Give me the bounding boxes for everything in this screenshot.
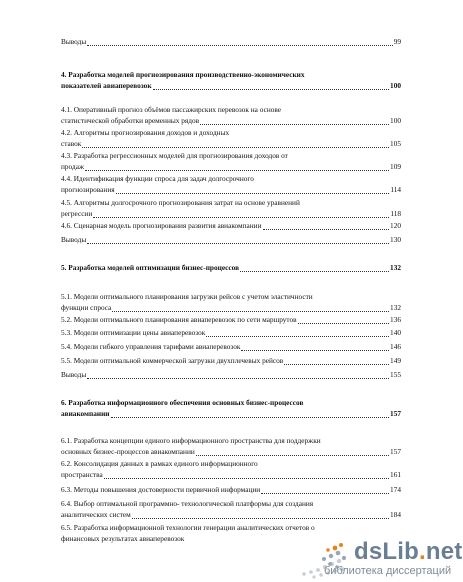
- toc-entry-title-line1: 4.5. Алгоритмы долгосрочного прогнозирования затрат на основе уравнений: [61, 198, 300, 207]
- toc-page-number: 157: [390, 446, 401, 456]
- toc-page-number: 136: [390, 315, 401, 324]
- toc-entry: [61, 315, 401, 326]
- toc-entry-title-line2: авиакомпании: [61, 408, 110, 418]
- toc-entry: [61, 436, 401, 458]
- toc-entry-title: 6.3. Методы повышения достоверности первичной информации: [61, 485, 261, 494]
- toc-entry-title-line2: аналитических систем: [61, 509, 131, 519]
- toc-page-number: 100: [390, 80, 401, 90]
- toc-entry-title: 5.3. Модели оптимизации цены авиаперевозок: [61, 328, 206, 337]
- toc-entry-title-line1: 6. Разработка информационного обеспечения основных бизнес-процессов: [61, 398, 304, 407]
- toc-entry: [61, 235, 401, 246]
- toc-entry-title-line2: регрессии: [61, 208, 93, 218]
- toc-entry: [61, 221, 401, 232]
- leader-dots: [104, 478, 389, 479]
- watermark-tagline: библиотека диссертаций: [324, 565, 452, 577]
- brand-suffix: net: [425, 538, 463, 565]
- leader-dots: [116, 193, 390, 194]
- toc-entry-title-line1: 4.3. Разработка регрессионных моделей для прогнозирования доходов от: [61, 151, 288, 160]
- dslib-watermark: [264, 534, 463, 580]
- toc-entry-title-line1: 4.4. Идентификация функции спроса для задач долгосрочного: [61, 174, 254, 183]
- toc-page-number: 132: [390, 302, 401, 312]
- leader-dots: [87, 378, 389, 379]
- toc-entry: [61, 342, 401, 353]
- toc-entry-title: 5.2. Модели оптимального планирования авиаперевозок по сети маршрутов: [61, 315, 297, 324]
- leader-dots: [93, 217, 389, 218]
- leader-dots: [87, 45, 392, 46]
- toc-page-number: 174: [390, 485, 401, 494]
- toc-entry-title-line2: ставок: [61, 138, 82, 148]
- brand-prefix: ds: [354, 538, 383, 565]
- toc-entry-title: Выводы: [61, 370, 87, 379]
- toc-entry: [61, 174, 401, 196]
- toc-page-number: 184: [390, 509, 401, 519]
- toc-entry-title-line1: 6.4. Выбор оптимальной программно- технологической платформы для создания: [61, 499, 314, 508]
- toc-entry-title: 4.6. Сценарная модель прогнозирования развития авиакомпании: [61, 221, 262, 230]
- toc-entry: [61, 128, 401, 150]
- toc-entry-title-line2: показателей авиаперевозок: [61, 80, 152, 90]
- toc-page-number: 109: [390, 161, 401, 171]
- toc-entry-title-line1: 4.2. Алгоритмы прогнозирования доходов и доходных: [61, 128, 230, 137]
- toc-entry-title-line2: финансовых результатах авиаперевозок: [61, 533, 185, 543]
- toc-entry: [61, 151, 401, 173]
- toc-entry: [61, 485, 401, 496]
- toc-page-number: 99: [393, 37, 401, 46]
- toc-entry: [61, 499, 401, 521]
- leader-dots: [241, 350, 389, 351]
- toc-entry-title-line2: функции спроса: [61, 302, 112, 312]
- toc-page-number: 146: [390, 342, 401, 351]
- toc-page-number: 100: [390, 115, 401, 125]
- toc-entry: [61, 328, 401, 339]
- toc-entry-title: Выводы: [61, 37, 87, 46]
- toc-page-number: 149: [390, 356, 401, 365]
- leader-dots: [200, 124, 389, 125]
- toc-page-number: 161: [390, 469, 401, 479]
- toc-entry: [61, 292, 401, 314]
- toc-entry-title-line1: 6.5. Разработка информационной технологии генерации аналитических отчетов о: [61, 523, 315, 532]
- toc-entry: [61, 105, 401, 127]
- toc-entry-title-line2: статистической обработки временных рядов: [61, 115, 200, 125]
- toc-page-number: 155: [390, 370, 401, 379]
- toc-entry-title-line1: 6.2. Консолидация данных в рамках единого информационного: [61, 459, 258, 468]
- leader-dots: [263, 229, 390, 230]
- toc-entry: [61, 356, 401, 367]
- leader-dots: [261, 493, 389, 494]
- leader-dots: [87, 243, 389, 244]
- leader-dots: [206, 336, 389, 337]
- watermark-brand: [354, 538, 463, 566]
- leader-dots: [132, 518, 389, 519]
- toc-page-number: 132: [390, 263, 401, 272]
- toc-entry-title-line1: 4. Разработка моделей прогнозирования производственно-экономических: [61, 70, 305, 79]
- toc-entry-title-line2: основных бизнес-процессов авиакомпании: [61, 446, 195, 456]
- toc-entry-title: 5. Разработка моделей оптимизации бизнес-процессов: [61, 263, 240, 272]
- toc-entry: [61, 198, 401, 220]
- toc-page-number: 120: [390, 221, 401, 230]
- leader-dots: [298, 323, 389, 324]
- toc-entry: [61, 459, 401, 481]
- toc-entry-title-line2: пространства: [61, 469, 103, 479]
- toc-entry-title-line1: 6.1. Разработка концепции единого информационного пространства для поддержки: [61, 436, 321, 445]
- toc-entry-title-line2: прогнозирования: [61, 184, 115, 194]
- toc-entry-title: 5.4. Модели гибкого управления тарифами авиаперевозок: [61, 342, 241, 351]
- toc-chapter-heading: [61, 263, 401, 274]
- toc-entry-title: Выводы: [61, 235, 87, 244]
- toc-entry: [61, 370, 401, 381]
- leader-dots: [153, 89, 390, 90]
- leader-dots: [112, 311, 389, 312]
- leader-dots: [85, 170, 389, 171]
- toc-entry-title-line2: продаж: [61, 161, 84, 171]
- brand-mid: Lib: [382, 538, 420, 565]
- toc-entry: [61, 37, 401, 48]
- leader-dots: [240, 271, 389, 272]
- toc-page-number: 130: [390, 235, 401, 244]
- toc-entry-title-line1: 4.1. Оперативный прогноз объёмов пассажирских перевозок на основе: [61, 105, 282, 114]
- toc-page-number: 105: [390, 138, 401, 148]
- leader-dots: [284, 364, 389, 365]
- leader-dots: [111, 417, 390, 418]
- toc-chapter-heading: [61, 398, 401, 420]
- leader-dots: [82, 147, 389, 148]
- toc-entry-title: 5.5. Модели оптимальной коммерческой загрузки двухплечевых рейсов: [61, 356, 284, 365]
- brand-dot: .: [419, 538, 426, 565]
- toc-page-number: 140: [390, 328, 401, 337]
- toc-chapter-heading: [61, 70, 401, 92]
- toc-page-number: 114: [390, 184, 401, 194]
- toc-page-number: 118: [390, 208, 401, 218]
- leader-dots: [196, 455, 389, 456]
- toc-entry-title-line1: 5.1. Модели оптимального планирования загрузки рейсов с учетом эластичности: [61, 292, 313, 301]
- toc-page-number: 157: [390, 408, 401, 418]
